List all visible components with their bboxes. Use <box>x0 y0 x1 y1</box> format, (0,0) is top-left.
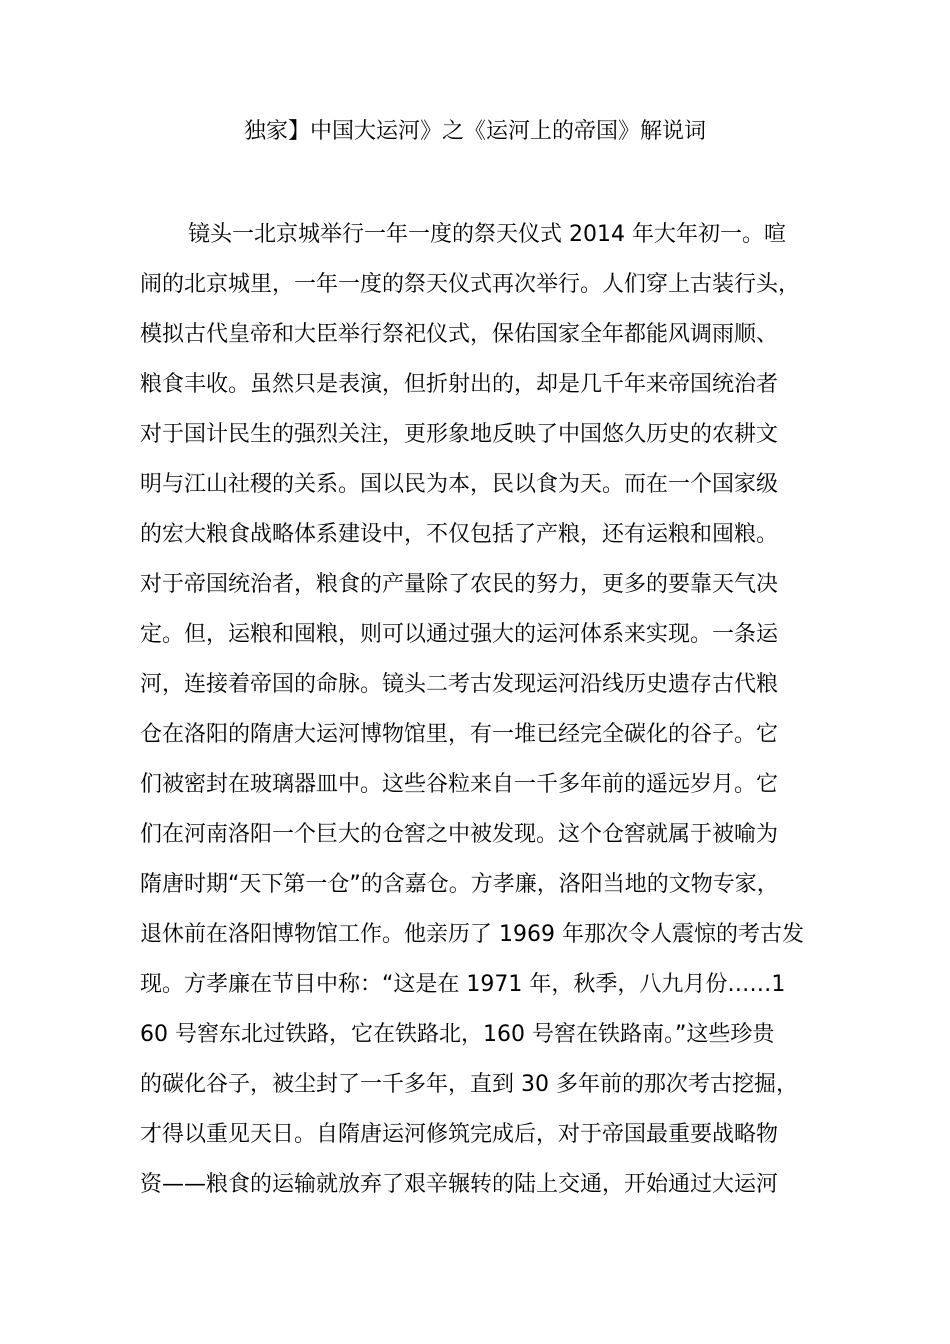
paragraph-line: 才得以重见天日。自隋唐运河修筑完成后，对于帝国最重要战略物 <box>140 1122 779 1147</box>
paragraph-line: 资——粮食的运输就放弃了艰辛辗转的陆上交通，开始通过大运河 <box>140 1172 779 1197</box>
paragraph-line: 们在河南洛阳一个巨大的仓窖之中被发现。这个仓窖就属于被喻为 <box>140 822 779 847</box>
paragraph-line: 对于国计民生的强烈关注，更形象地反映了中国悠久历史的农耕文 <box>140 422 779 447</box>
paragraph-line: 定。但，运粮和囤粮，则可以通过强大的运河体系来实现。一条运 <box>140 622 779 647</box>
paragraph-line: 粮食丰收。虽然只是表演，但折射出的，却是几千年来帝国统治者 <box>140 372 779 397</box>
paragraph-line: 现。方孝廉在节目中称：“这是在 1971 年，秋季，八九月份……1 <box>140 972 786 997</box>
paragraph-line: 隋唐时期“天下第一仓”的含嘉仓。方孝廉，洛阳当地的文物专家， <box>140 872 779 897</box>
paragraph-line: 明与江山社稷的关系。国以民为本，民以食为天。而在一个国家级 <box>140 472 779 497</box>
paragraph-line: 镜头一北京城举行一年一度的祭天仪式 2014 年大年初一。喧 <box>188 222 786 247</box>
document-body <box>140 210 810 1210</box>
paragraph-line: 的宏大粮食战略体系建设中，不仅包括了产粮，还有运粮和囤粮。 <box>140 522 779 547</box>
paragraph-line: 模拟古代皇帝和大臣举行祭祀仪式，保佑国家全年都能风调雨顺、 <box>140 322 779 347</box>
paragraph-line: 60 号窖东北过铁路，它在铁路北，160 号窖在铁路南。”这些珍贵 <box>140 1022 775 1047</box>
paragraph-line: 河，连接着帝国的命脉。镜头二考古发现运河沿线历史遗存古代粮 <box>140 672 779 697</box>
document-title: 独家】中国大运河》之《运河上的帝国》解说词 <box>243 119 706 144</box>
paragraph-line: 对于帝国统治者，粮食的产量除了农民的努力，更多的要靠天气决 <box>140 572 779 597</box>
paragraph-line: 仓在洛阳的隋唐大运河博物馆里，有一堆已经完全碳化的谷子。它 <box>140 722 779 747</box>
paragraph-line: 退休前在洛阳博物馆工作。他亲历了 1969 年那次令人震惊的考古发 <box>140 922 804 947</box>
paragraph-line: 们被密封在玻璃器皿中。这些谷粒来自一千多年前的遥远岁月。它 <box>140 772 779 797</box>
paragraph-line: 闹的北京城里，一年一度的祭天仪式再次举行。人们穿上古装行头， <box>140 272 801 297</box>
paragraph-line: 的碳化谷子，被尘封了一千多年，直到 30 多年前的那次考古挖掘， <box>140 1072 798 1097</box>
